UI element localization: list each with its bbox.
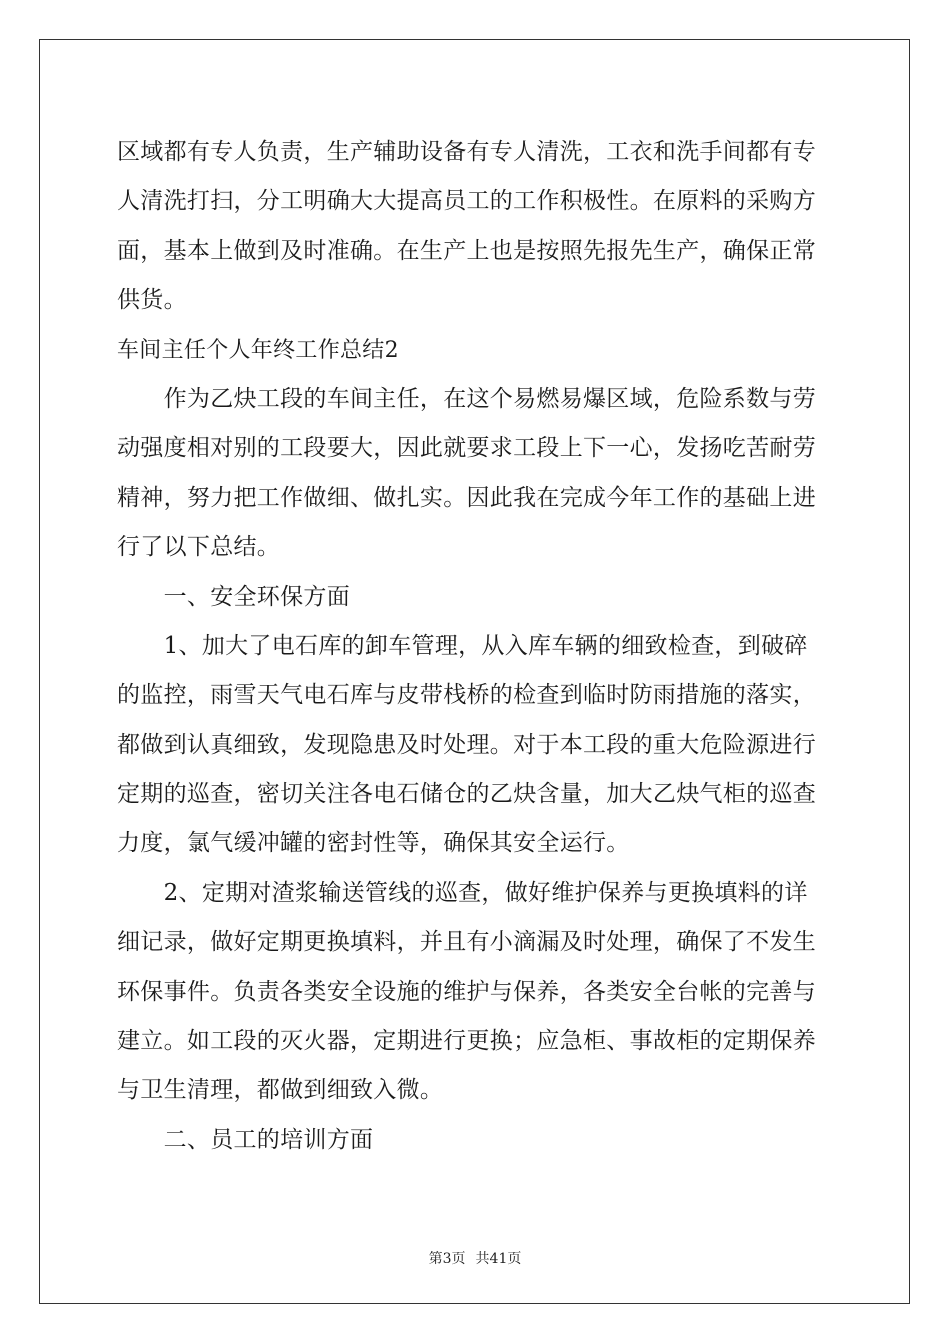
text-line: 的监控，雨雪天气电石库与皮带栈桥的检查到临时防雨措施的落实，: [117, 682, 816, 709]
subheading-training: 二、员工的培训方面: [117, 1126, 374, 1153]
text-line: 行了以下总结。: [117, 534, 281, 561]
text-line: 精神，努力把工作做细、做扎实。因此我在完成今年工作的基础上进: [117, 484, 816, 511]
text-line: 面，基本上做到及时准确。在生产上也是按照先报先生产，确保正常: [117, 237, 816, 264]
text-line: 细记录，做好定期更换填料，并且有小滴漏及时处理，确保了不发生: [117, 929, 816, 956]
text-line: 区域都有专人负责，生产辅助设备有专人清洗，工衣和洗手间都有专: [117, 139, 816, 165]
section-title: 车间主任个人年终工作总结2: [117, 337, 399, 363]
total-pages: 共41页: [475, 1251, 522, 1267]
text-line: 都做到认真细致，发现隐患及时处理。对于本工段的重大危险源进行: [117, 731, 816, 758]
current-page-number: 第3页: [428, 1251, 466, 1267]
page-footer: [0, 1248, 950, 1268]
text-line: 力度，氯气缓冲罐的密封性等，确保其安全运行。: [117, 830, 630, 857]
text-line: 动强度相对别的工段要大，因此就要求工段上下一心，发扬吃苦耐劳: [117, 435, 816, 462]
text-line: 环保事件。负责各类安全设施的维护与保养，各类安全台帐的完善与: [117, 978, 816, 1005]
text-line: 供货。: [117, 287, 187, 314]
subheading-safety: 一、安全环保方面: [117, 583, 350, 610]
text-line: 人清洗打扫，分工明确大大提高员工的工作积极性。在原料的采购方: [117, 188, 816, 215]
text-line: 定期的巡查，密切关注各电石储仓的乙炔含量，加大乙炔气柜的巡查: [117, 781, 816, 808]
text-line: 1、加大了电石库的卸车管理，从入库车辆的细致检查，到破碎: [117, 632, 808, 659]
text-line: 建立。如工段的灭火器，定期进行更换；应急柜、事故柜的定期保养: [117, 1028, 816, 1055]
document-body: [117, 128, 833, 1165]
text-line: 2、定期对渣浆输送管线的巡查，做好维护保养与更换填料的详: [117, 879, 808, 906]
text-line: 作为乙炔工段的车间主任，在这个易燃易爆区域，危险系数与劳: [117, 385, 816, 412]
text-line: 与卫生清理，都做到细致入微。: [117, 1077, 444, 1104]
